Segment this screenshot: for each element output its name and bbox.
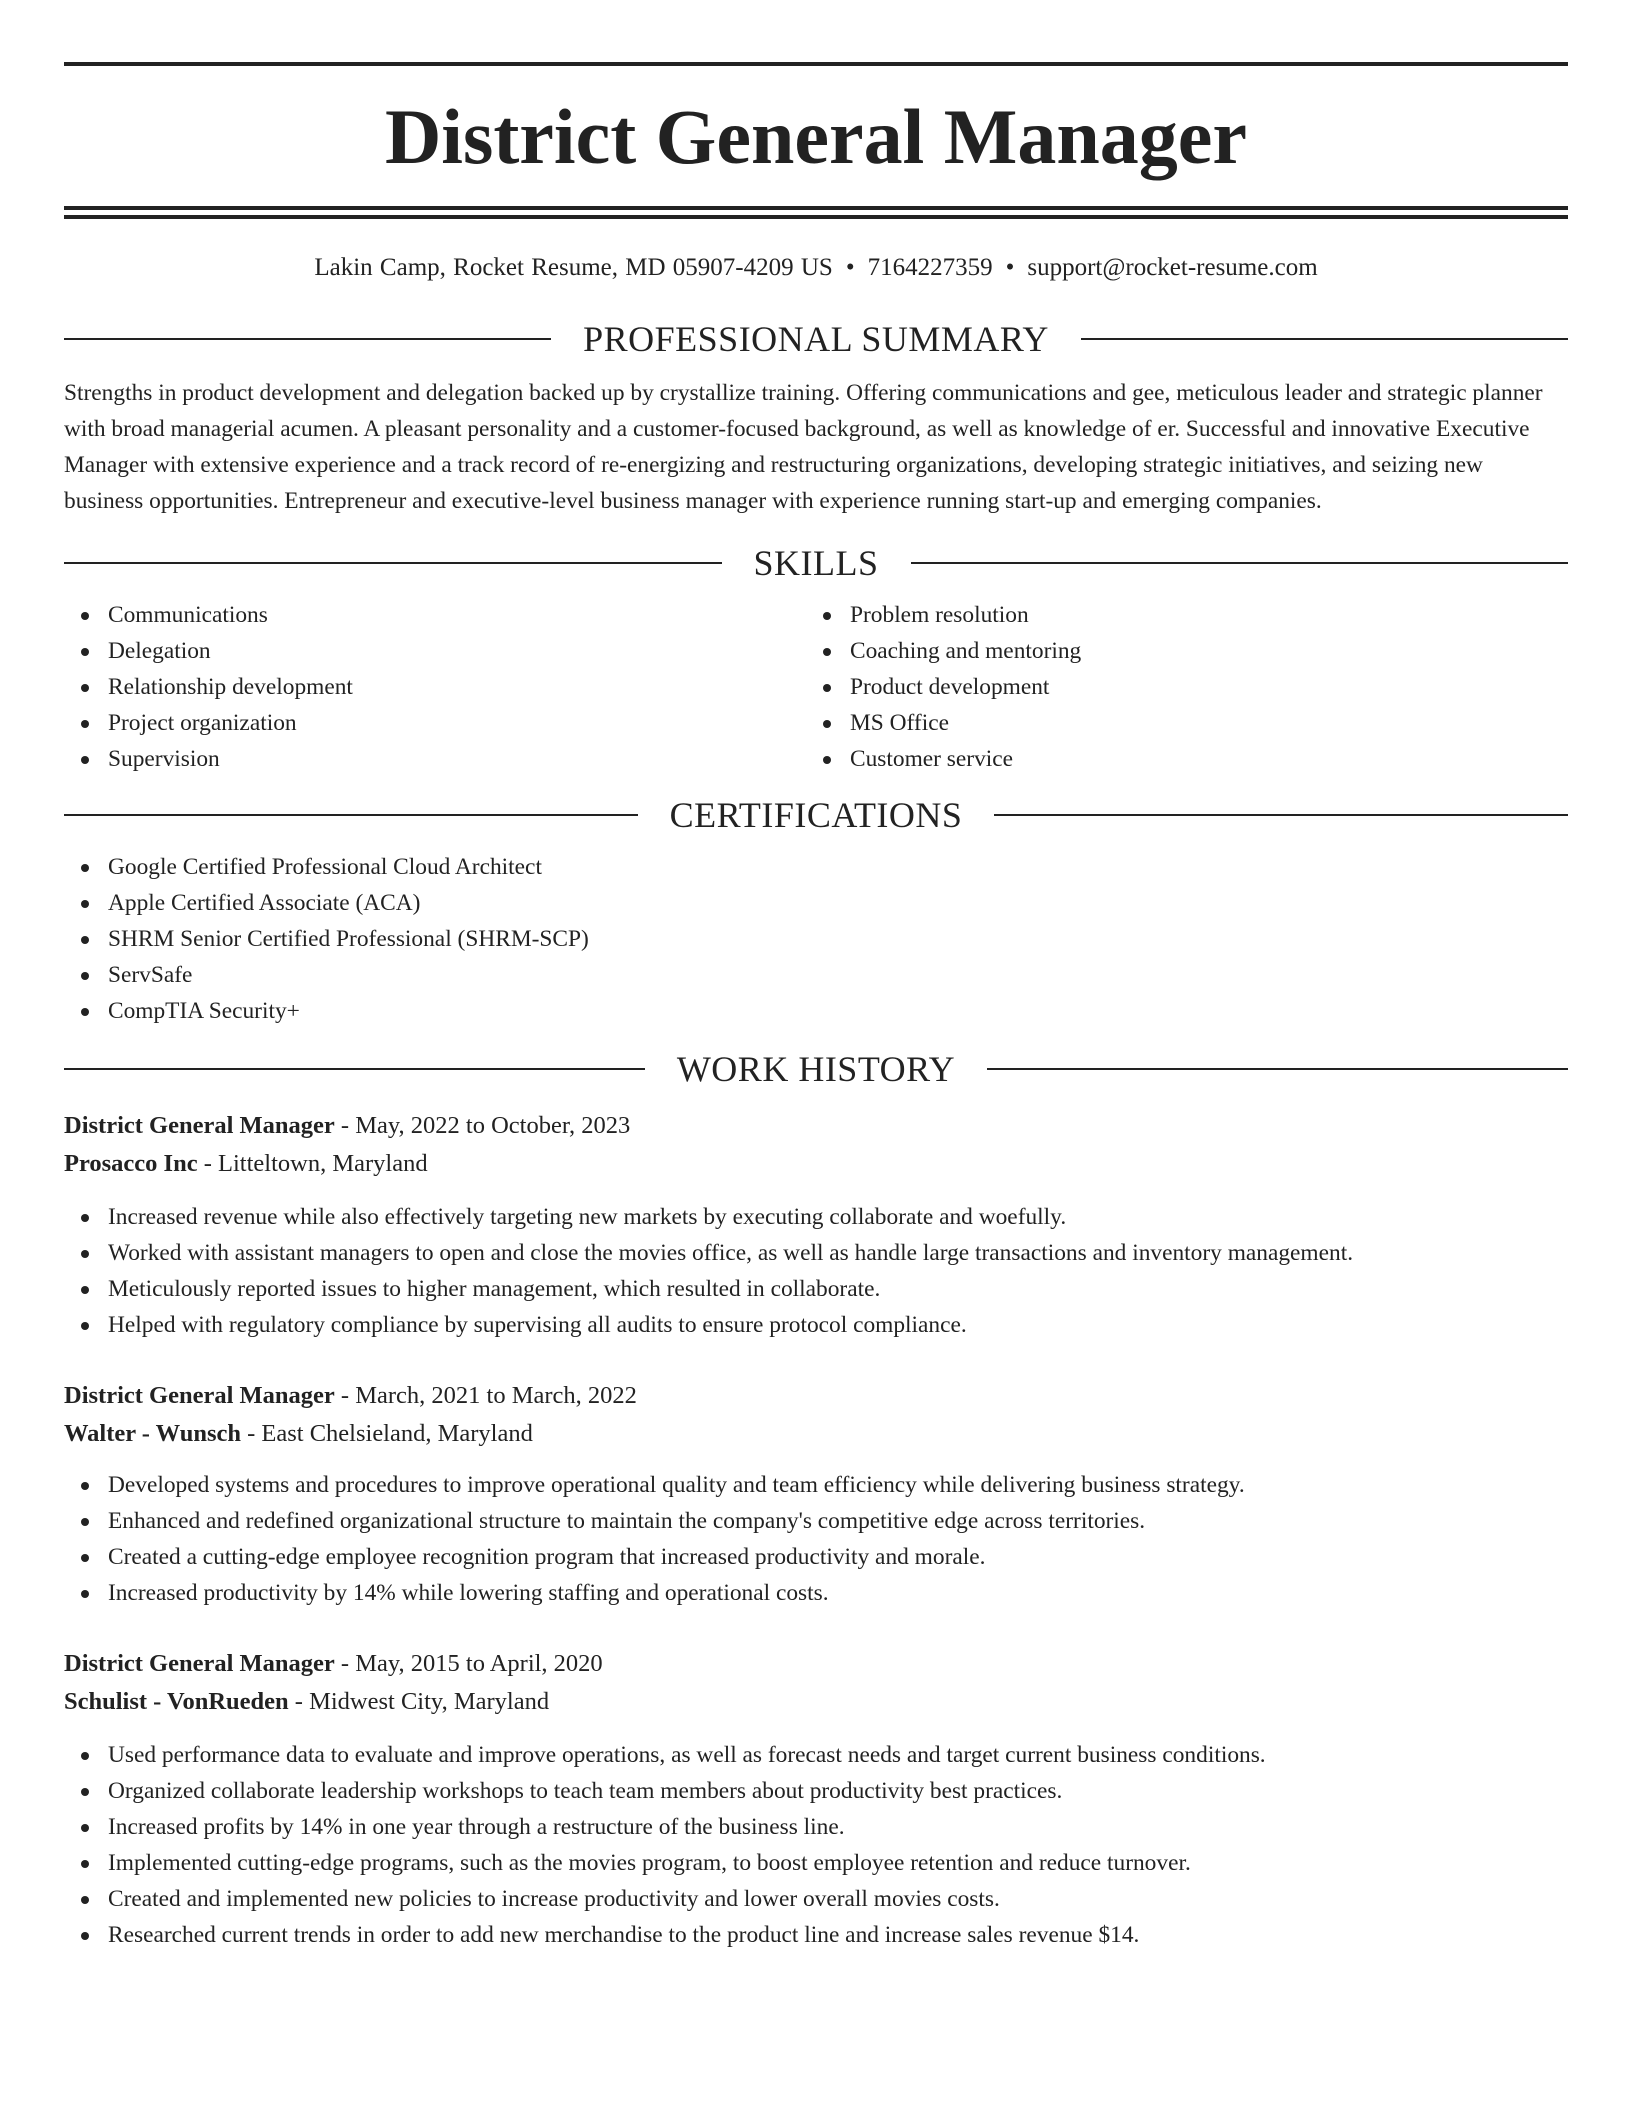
job-company-line: [64, 1683, 1568, 1721]
certification-item: Apple Certified Associate (ACA): [64, 885, 1568, 921]
work-history-heading: WORK HISTORY: [676, 1049, 956, 1089]
job-bullet: Worked with assistant managers to open and close the movies office, as well as handle large transactions and inventory management.: [64, 1235, 1568, 1271]
job-bullet: Organized collaborate leadership workshops to teach team members about productivity best practices.: [64, 1773, 1568, 1809]
heading-rule-right: [1081, 338, 1568, 340]
certification-item: Google Certified Professional Cloud Architect: [64, 849, 1568, 885]
job-bullet: Helped with regulatory compliance by supervising all audits to ensure protocol compliance.: [64, 1307, 1568, 1343]
job-bullet: Meticulously reported issues to higher management, which resulted in collaborate.: [64, 1271, 1568, 1307]
summary-section-heading: [64, 317, 1568, 361]
contact-separator: •: [845, 254, 855, 281]
job-location: - Midwest City, Maryland: [288, 1688, 550, 1715]
job-title: District General Manager: [64, 1650, 335, 1677]
contact-email[interactable]: support@rocket-resume.com: [1027, 254, 1318, 281]
job-entry: [64, 1645, 1568, 1953]
skill-item: Project organization: [64, 705, 806, 741]
skill-item: Delegation: [64, 633, 806, 669]
heading-rule-left: [64, 338, 551, 340]
skills-section-heading: [64, 541, 1568, 585]
job-bullet: Increased productivity by 14% while lowering staffing and operational costs.: [64, 1575, 1568, 1611]
certification-item: CompTIA Security+: [64, 993, 1568, 1029]
job-bullets: [64, 1199, 1568, 1343]
job-location: - East Chelsieland, Maryland: [240, 1420, 533, 1447]
contact-phone[interactable]: 7164227359: [867, 254, 993, 281]
skill-item: Supervision: [64, 741, 806, 777]
top-rule: [64, 62, 1568, 66]
title-double-rule: [64, 206, 1568, 219]
job-bullet: Used performance data to evaluate and improve operations, as well as forecast needs and target current business conditions.: [64, 1737, 1568, 1773]
certifications-heading: CERTIFICATIONS: [669, 795, 963, 835]
heading-rule-left: [64, 1068, 645, 1070]
job-company: Prosacco Inc: [64, 1150, 198, 1177]
job-bullet: Researched current trends in order to add new merchandise to the product line and increase sales revenue $14.: [64, 1917, 1568, 1953]
job-location: - Litteltown, Maryland: [197, 1150, 428, 1177]
job-bullet: Implemented cutting-edge programs, such as the movies program, to boost employee retention and reduce turnover.: [64, 1845, 1568, 1881]
certification-item: ServSafe: [64, 957, 1568, 993]
heading-rule-right: [911, 562, 1569, 564]
heading-rule-left: [64, 814, 638, 816]
skill-item: Coaching and mentoring: [806, 633, 1548, 669]
job-company: Schulist - VonRueden: [64, 1688, 289, 1715]
certifications-section-heading: [64, 793, 1568, 837]
job-entry: [64, 1377, 1568, 1611]
job-company-line: [64, 1415, 1568, 1453]
job-company-line: [64, 1145, 1568, 1183]
skill-item: Communications: [64, 597, 806, 633]
job-bullet: Developed systems and procedures to improve operational quality and team efficiency while delivering business strategy.: [64, 1467, 1568, 1503]
job-title-line: [64, 1377, 1568, 1415]
skills-list: [64, 597, 1568, 777]
job-bullet: Created and implemented new policies to increase productivity and lower overall movies costs.: [64, 1881, 1568, 1917]
skills-column-left: [64, 597, 806, 777]
skill-item: Problem resolution: [806, 597, 1548, 633]
job-entry: [64, 1107, 1568, 1343]
heading-rule-right: [994, 814, 1568, 816]
contact-separator: •: [1005, 254, 1015, 281]
job-title: District General Manager: [64, 1382, 335, 1409]
job-bullets: [64, 1467, 1568, 1611]
job-bullet: Increased revenue while also effectively targeting new markets by executing collaborate and woefully.: [64, 1199, 1568, 1235]
skill-item: Relationship development: [64, 669, 806, 705]
heading-rule-right: [987, 1068, 1568, 1070]
skills-heading: SKILLS: [753, 543, 879, 583]
skills-column-right: [806, 597, 1548, 777]
job-dates: - May, 2015 to April, 2020: [334, 1650, 603, 1677]
summary-heading: PROFESSIONAL SUMMARY: [583, 319, 1049, 359]
contact-line: [64, 253, 1568, 283]
skill-item: MS Office: [806, 705, 1548, 741]
summary-text: Strengths in product development and delegation backed up by crystallize training. Offering communications and gee, meticulous leader and strategic planner with broad managerial acumen. A pleasant personality and a customer-focused background, as well as knowledge of er. Successful and innovative Executive Manager with extensive experience and a track record of re-energizing and restructuring organizations, developing strategic initiatives, and seizing new business opportunities. Entrepreneur and executive-level business manager with experience running start-up and emerging companies.: [64, 380, 1543, 514]
job-company: Walter - Wunsch: [64, 1420, 241, 1447]
contact-address: Lakin Camp, Rocket Resume, MD 05907-4209 US: [314, 254, 833, 281]
resume-title: District General Manager: [384, 93, 1248, 180]
job-title: District General Manager: [64, 1112, 335, 1139]
job-title-line: [64, 1107, 1568, 1145]
heading-rule-left: [64, 562, 722, 564]
skill-item: Customer service: [806, 741, 1548, 777]
job-bullet: Increased profits by 14% in one year through a restructure of the business line.: [64, 1809, 1568, 1845]
certifications-list: [64, 849, 1568, 1029]
job-bullet: Created a cutting-edge employee recognition program that increased productivity and morale.: [64, 1539, 1568, 1575]
work-history-section-heading: [64, 1047, 1568, 1091]
job-dates: - May, 2022 to October, 2023: [334, 1112, 631, 1139]
job-dates: - March, 2021 to March, 2022: [334, 1382, 637, 1409]
job-title-line: [64, 1645, 1568, 1683]
skill-item: Product development: [806, 669, 1548, 705]
job-bullet: Enhanced and redefined organizational structure to maintain the company's competitive edge across territories.: [64, 1503, 1568, 1539]
certification-item: SHRM Senior Certified Professional (SHRM-SCP): [64, 921, 1568, 957]
job-bullets: [64, 1737, 1568, 1953]
